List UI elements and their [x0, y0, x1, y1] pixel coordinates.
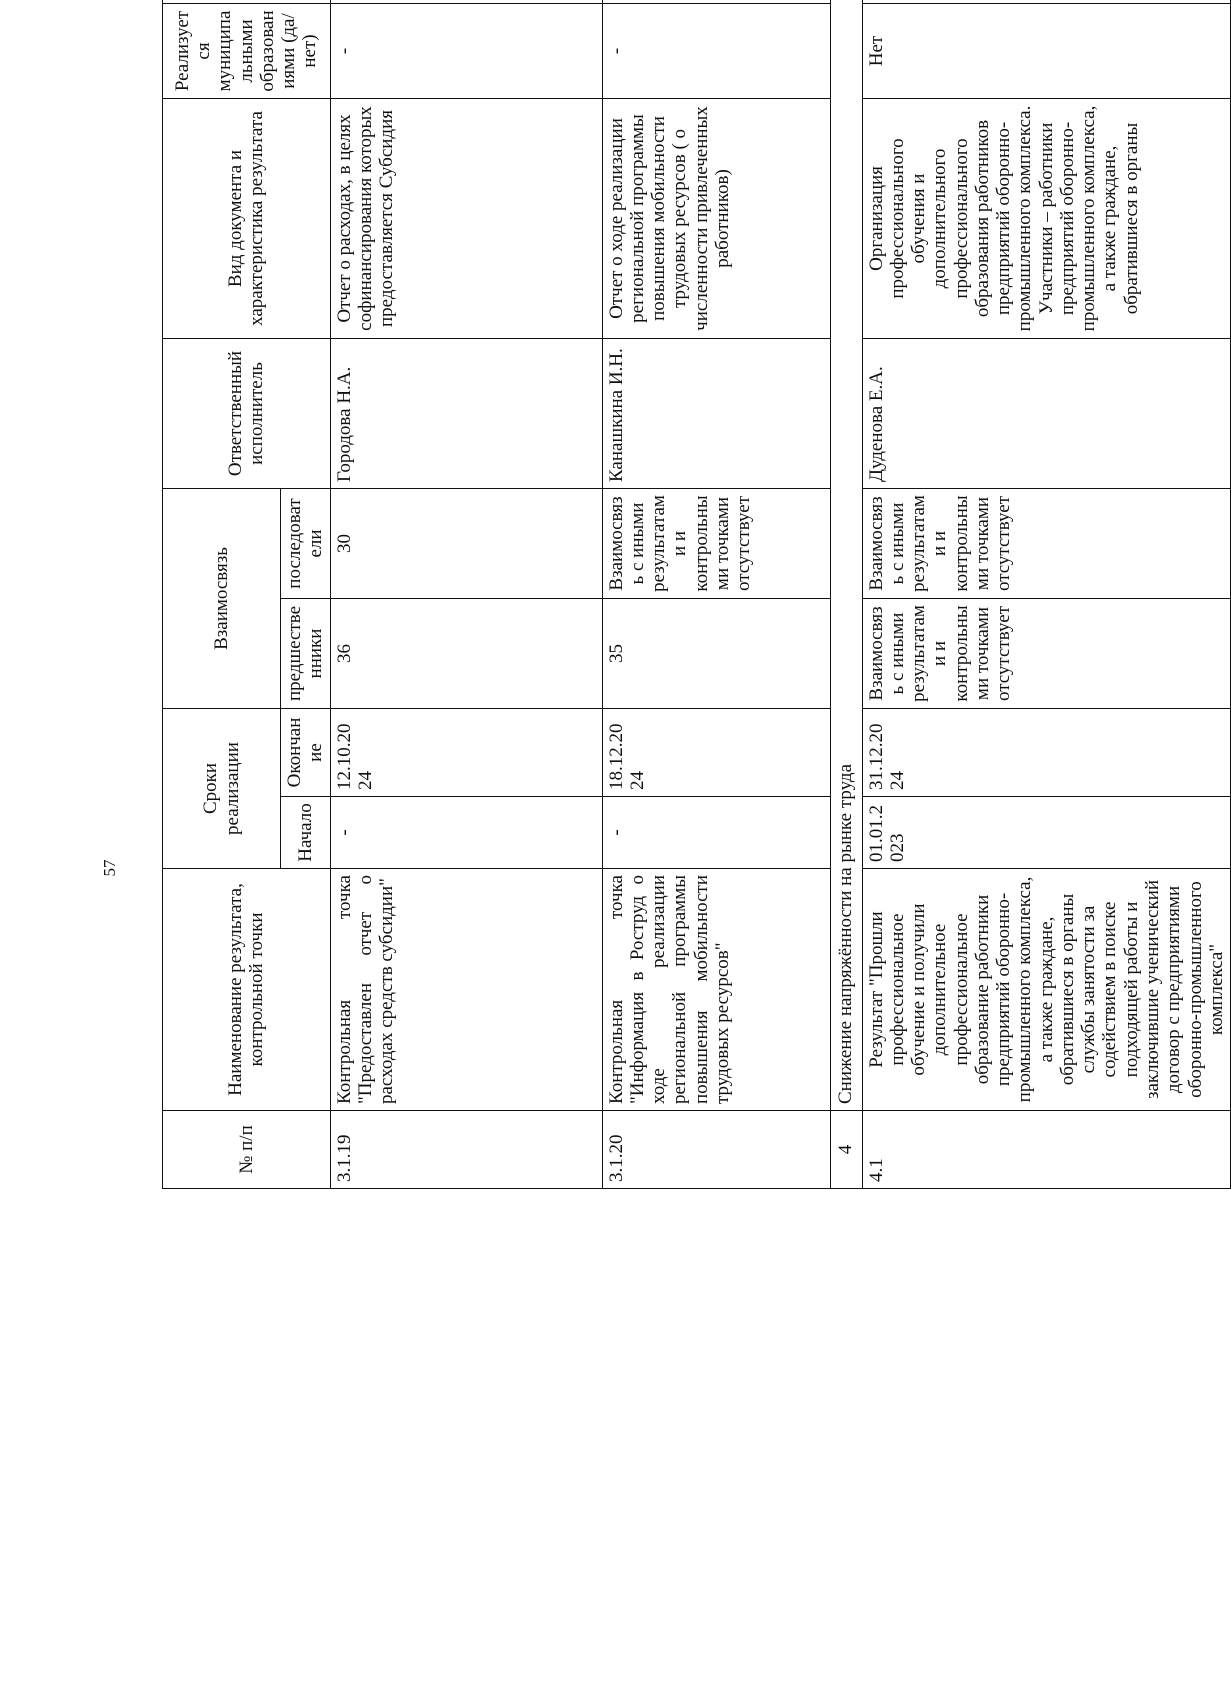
- section-row: [830, 0, 862, 1189]
- header-successors: последователи: [281, 489, 331, 599]
- header-num: № п/п: [163, 1111, 331, 1189]
- row-predecessors: Взаимосвязь с иными результатами и контрольными точками отсутствует: [862, 599, 1231, 709]
- row-end: 18.12.2024: [602, 709, 830, 797]
- row-num: 3.1.19: [330, 1111, 602, 1189]
- row-num: 3.1.20: [602, 1111, 830, 1189]
- header-end: Окончание: [281, 709, 331, 797]
- header-terms: Сроки реализации: [163, 709, 281, 869]
- row-successors: Взаимосвязь с иными результатами и контрольными точками отсутствует: [862, 489, 1231, 599]
- row-start: -: [330, 797, 602, 869]
- row-municipal: Нет: [862, 4, 1231, 99]
- row-document: Отчет о расходах, в целях софинансирования которых предоставляется Субсидия: [330, 99, 602, 339]
- row-document: Организация профессионального обучения и дополнительного профессионального образования работников предприятий оборонно-промышленного комплекса. Участники – работники предприятий оборонно-промышленного комплекса, а также граждане, обратившиеся в органы: [862, 99, 1231, 339]
- header-municipal: Реализуется муниципальными образованиями (да/нет): [163, 4, 331, 99]
- row-end: 12.10.2024: [330, 709, 602, 797]
- row-municipal: -: [602, 4, 830, 99]
- row-start: 01.01.2023: [862, 797, 1231, 869]
- page-number: 57: [100, 859, 119, 877]
- row-successors: Взаимосвязь с иными результатами и контрольными точками отсутствует: [602, 489, 830, 599]
- row-num: 4.1: [862, 1111, 1231, 1189]
- header-relation: Взаимосвязь: [163, 489, 281, 709]
- header-document: Вид документа и характеристика результата: [163, 99, 331, 339]
- rotated-page-content: [162, 0, 1227, 1189]
- row-name: Контрольная точка "Информация в Роструд о ходе реализации региональной программы повышения мобильности трудовых ресурсов": [602, 869, 830, 1111]
- row-predecessors: 36: [330, 599, 602, 709]
- row-municipal: -: [330, 4, 602, 99]
- row-end: 31.12.2024: [862, 709, 1231, 797]
- row-info-system: [330, 0, 602, 4]
- header-predecessors: предшественники: [281, 599, 331, 709]
- section-num: 4: [830, 1111, 862, 1189]
- row-responsible: Канашкина И.Н.: [602, 339, 830, 489]
- row-successors: 30: [330, 489, 602, 599]
- header-start: Начало: [281, 797, 331, 869]
- header-name: Наименование результата, контрольной точки: [163, 869, 331, 1111]
- row-start: -: [602, 797, 830, 869]
- row-info-system: [602, 0, 830, 4]
- table-row: [862, 0, 1231, 1189]
- row-document: Отчет о ходе реализации региональной программы повышения мобильности трудовых ресурсов ( о численности привлеченных работников): [602, 99, 830, 339]
- row-responsible: Дуденова Е.А.: [862, 339, 1231, 489]
- results-table: [162, 0, 1231, 1189]
- table-row: [330, 0, 602, 1189]
- header-responsible: Ответственный исполнитель: [163, 339, 331, 489]
- header-row: [163, 0, 281, 1189]
- row-info-system: [862, 0, 1231, 4]
- section-title: Снижение напряжённости на рынке труда: [830, 0, 862, 1111]
- row-responsible: Городова Н.А.: [330, 339, 602, 489]
- row-name: Контрольная точка "Предоставлен отчет о расходах средств субсидии": [330, 869, 602, 1111]
- table-row: [602, 0, 830, 1189]
- row-name: Результат "Прошли профессиональное обучение и получили дополнительное профессиональное образование работники предприятий оборонно-промышленного комплекса, а также граждане, обратившиеся в органы службы занятости за содействием в поиске подходящей работы и заключившие ученический договор с предприятиями оборонно-промышленного комплекса": [862, 869, 1231, 1111]
- header-info-system: [163, 0, 331, 4]
- row-predecessors: 35: [602, 599, 830, 709]
